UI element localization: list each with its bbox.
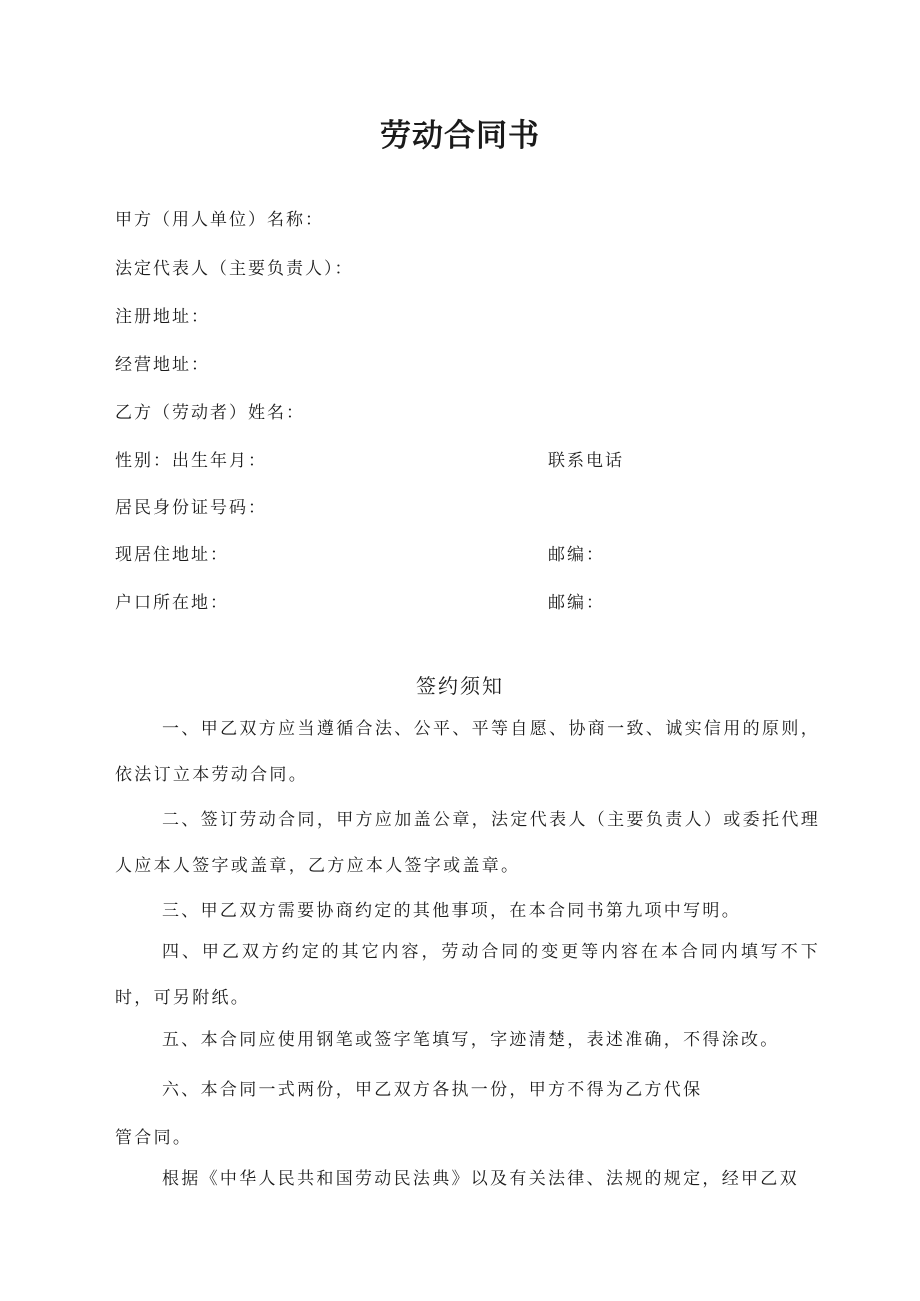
notice-item-3: 三、甲乙双方需要协商约定的其他事项，在本合同书第九项中写明。 xyxy=(162,901,741,921)
postcode-label-2: 邮编： xyxy=(548,593,605,613)
postcode-label-1: 邮编： xyxy=(548,545,605,565)
document-title: 劳动合同书 xyxy=(380,118,540,154)
employer-name-label: 甲方（用人单位）名称： xyxy=(115,210,324,230)
legal-rep-label: 法定代表人（主要负责人）： xyxy=(115,259,354,279)
notice-item-5: 五、本合同应使用钢笔或签字笔填写，字迹清楚，表述准确，不得涂改。 xyxy=(162,1030,780,1050)
notice-item-6-line-1: 六、本合同一式两份，甲乙双方各执一份，甲方不得为乙方代保 xyxy=(162,1080,703,1100)
business-address-label: 经营地址： xyxy=(115,355,210,375)
notice-title: 签约须知 xyxy=(416,674,504,698)
notice-item-1: 一、甲乙双方应当遵循合法、公平、平等自愿、协商一致、诚实信用的原则，依法订立本劳动合同。 xyxy=(115,719,820,785)
notice-item-2: 二、签订劳动合同，甲方应加盖公章，法定代表人（主要负责人）或委托代理人应本人签字或盖章，乙方应本人签字或盖章。 xyxy=(115,810,820,876)
registered-address-label: 注册地址： xyxy=(115,307,210,327)
notice-item-6-line-2: 管合同。 xyxy=(115,1128,193,1148)
notice-item-4: 四、甲乙双方约定的其它内容，劳动合同的变更等内容在本合同内填写不下时，可另附纸。 xyxy=(115,942,820,1008)
current-address-label: 现居住地址： xyxy=(115,545,229,565)
employee-name-label: 乙方（劳动者）姓名： xyxy=(115,403,305,423)
contract-basis-text: 根据《中华人民共和国劳动民法典》以及有关法律、法规的规定，经甲乙双 xyxy=(162,1169,799,1189)
household-location-label: 户口所在地： xyxy=(115,593,229,613)
id-number-label: 居民身份证号码： xyxy=(115,498,267,518)
phone-label: 联系电话 xyxy=(548,451,624,471)
gender-birth-label: 性别：出生年月： xyxy=(115,451,267,471)
